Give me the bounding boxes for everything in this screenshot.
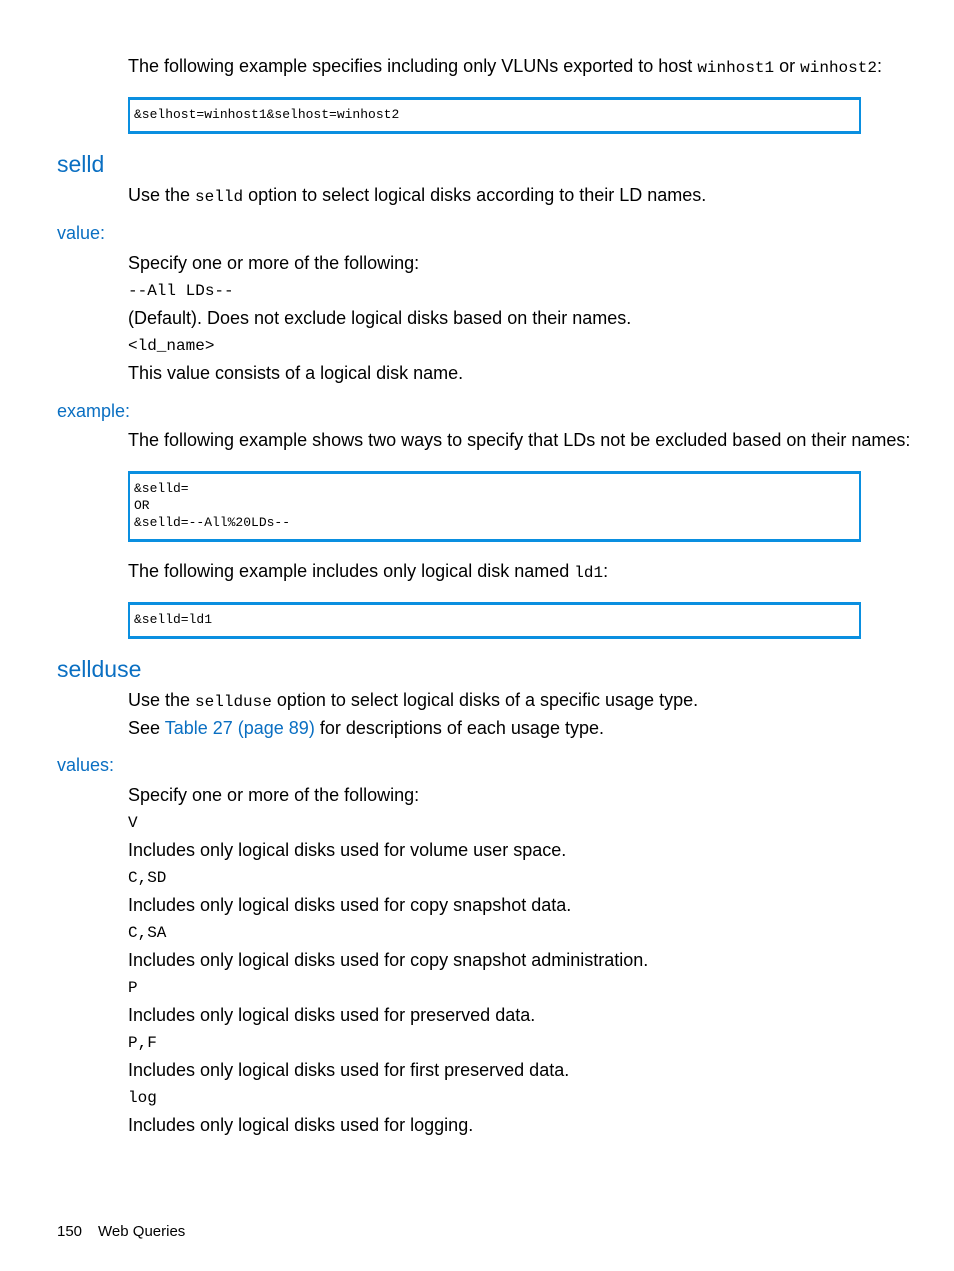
heading-value: value:: [57, 223, 106, 243]
example2-text: [128, 560, 608, 584]
example2-after: :: [603, 561, 609, 581]
values-term: C,SA: [128, 924, 167, 942]
code-line: OR: [134, 498, 150, 513]
code-block-selld: [128, 471, 861, 542]
value-desc-ld-name: This value consists of a logical disk name.: [128, 363, 464, 383]
value-desc-all-lds: (Default). Does not exclude logical disks based on their names.: [128, 308, 632, 328]
heading-values: values:: [57, 755, 115, 775]
intro-or: or: [774, 56, 801, 76]
selld-desc-before: Use the: [128, 185, 196, 205]
code-line: &selld=ld1: [134, 612, 213, 627]
values-term: log: [128, 1089, 157, 1107]
heading-sellduse: sellduse: [57, 656, 142, 682]
values-desc: Includes only logical disks used for logging.: [128, 1115, 474, 1135]
selld-description: [128, 184, 706, 208]
sellduse-code: sellduse: [195, 693, 272, 711]
sellduse-desc-before: Use the: [128, 690, 196, 710]
heading-selld: selld: [57, 151, 105, 177]
sellduse-desc-after: option to select logical disks of a specific usage type.: [271, 690, 699, 710]
intro-colon: :: [876, 56, 882, 76]
values-term: P: [128, 979, 138, 997]
see-before: See: [128, 718, 165, 738]
values-desc: Includes only logical disks used for preserved data.: [128, 1005, 536, 1025]
values-desc: Includes only logical disks used for copy snapshot data.: [128, 895, 572, 915]
selld-desc-after: option to select logical disks according to their LD names.: [243, 185, 707, 205]
values-desc: Includes only logical disks used for first preserved data.: [128, 1060, 570, 1080]
example2-before: The following example includes only logical disk named: [128, 561, 575, 581]
see-table-paragraph: [128, 717, 604, 739]
code-line: &selhost=winhost1&selhost=winhost2: [134, 107, 400, 122]
example-text: The following example shows two ways to specify that LDs not be excluded based on their names:: [128, 430, 911, 450]
host2-code: winhost2: [800, 59, 877, 77]
values-term: V: [128, 814, 138, 832]
sellduse-description: [128, 689, 698, 713]
value-term-all-lds: --All LDs--: [128, 282, 234, 300]
ld1-code: ld1: [574, 564, 604, 582]
page-number: 150: [57, 1223, 83, 1240]
value-intro: Specify one or more of the following:: [128, 253, 420, 273]
intro-paragraph: [128, 55, 882, 79]
code-block-selhost: [128, 97, 861, 134]
values-term: C,SD: [128, 869, 167, 887]
code-line: &selld=: [134, 481, 189, 496]
values-desc: Includes only logical disks used for copy snapshot administration.: [128, 950, 649, 970]
value-term-ld-name: <ld_name>: [128, 337, 215, 355]
host1-code: winhost1: [697, 59, 775, 77]
selld-code: selld: [195, 188, 244, 206]
values-term: P,F: [128, 1034, 157, 1052]
values-intro: Specify one or more of the following:: [128, 785, 420, 805]
values-desc: Includes only logical disks used for volume user space.: [128, 840, 567, 860]
code-block-ld1: [128, 602, 861, 639]
page-footer: [57, 1222, 201, 1242]
intro-text: The following example specifies including only VLUNs exported to host: [128, 56, 698, 76]
footer-section: Web Queries: [98, 1223, 186, 1240]
table-27-link[interactable]: Table 27 (page 89): [164, 718, 315, 738]
code-line: &selld=--All%20LDs--: [134, 515, 291, 530]
heading-example: example:: [57, 401, 131, 421]
see-after: for descriptions of each usage type.: [314, 718, 604, 738]
